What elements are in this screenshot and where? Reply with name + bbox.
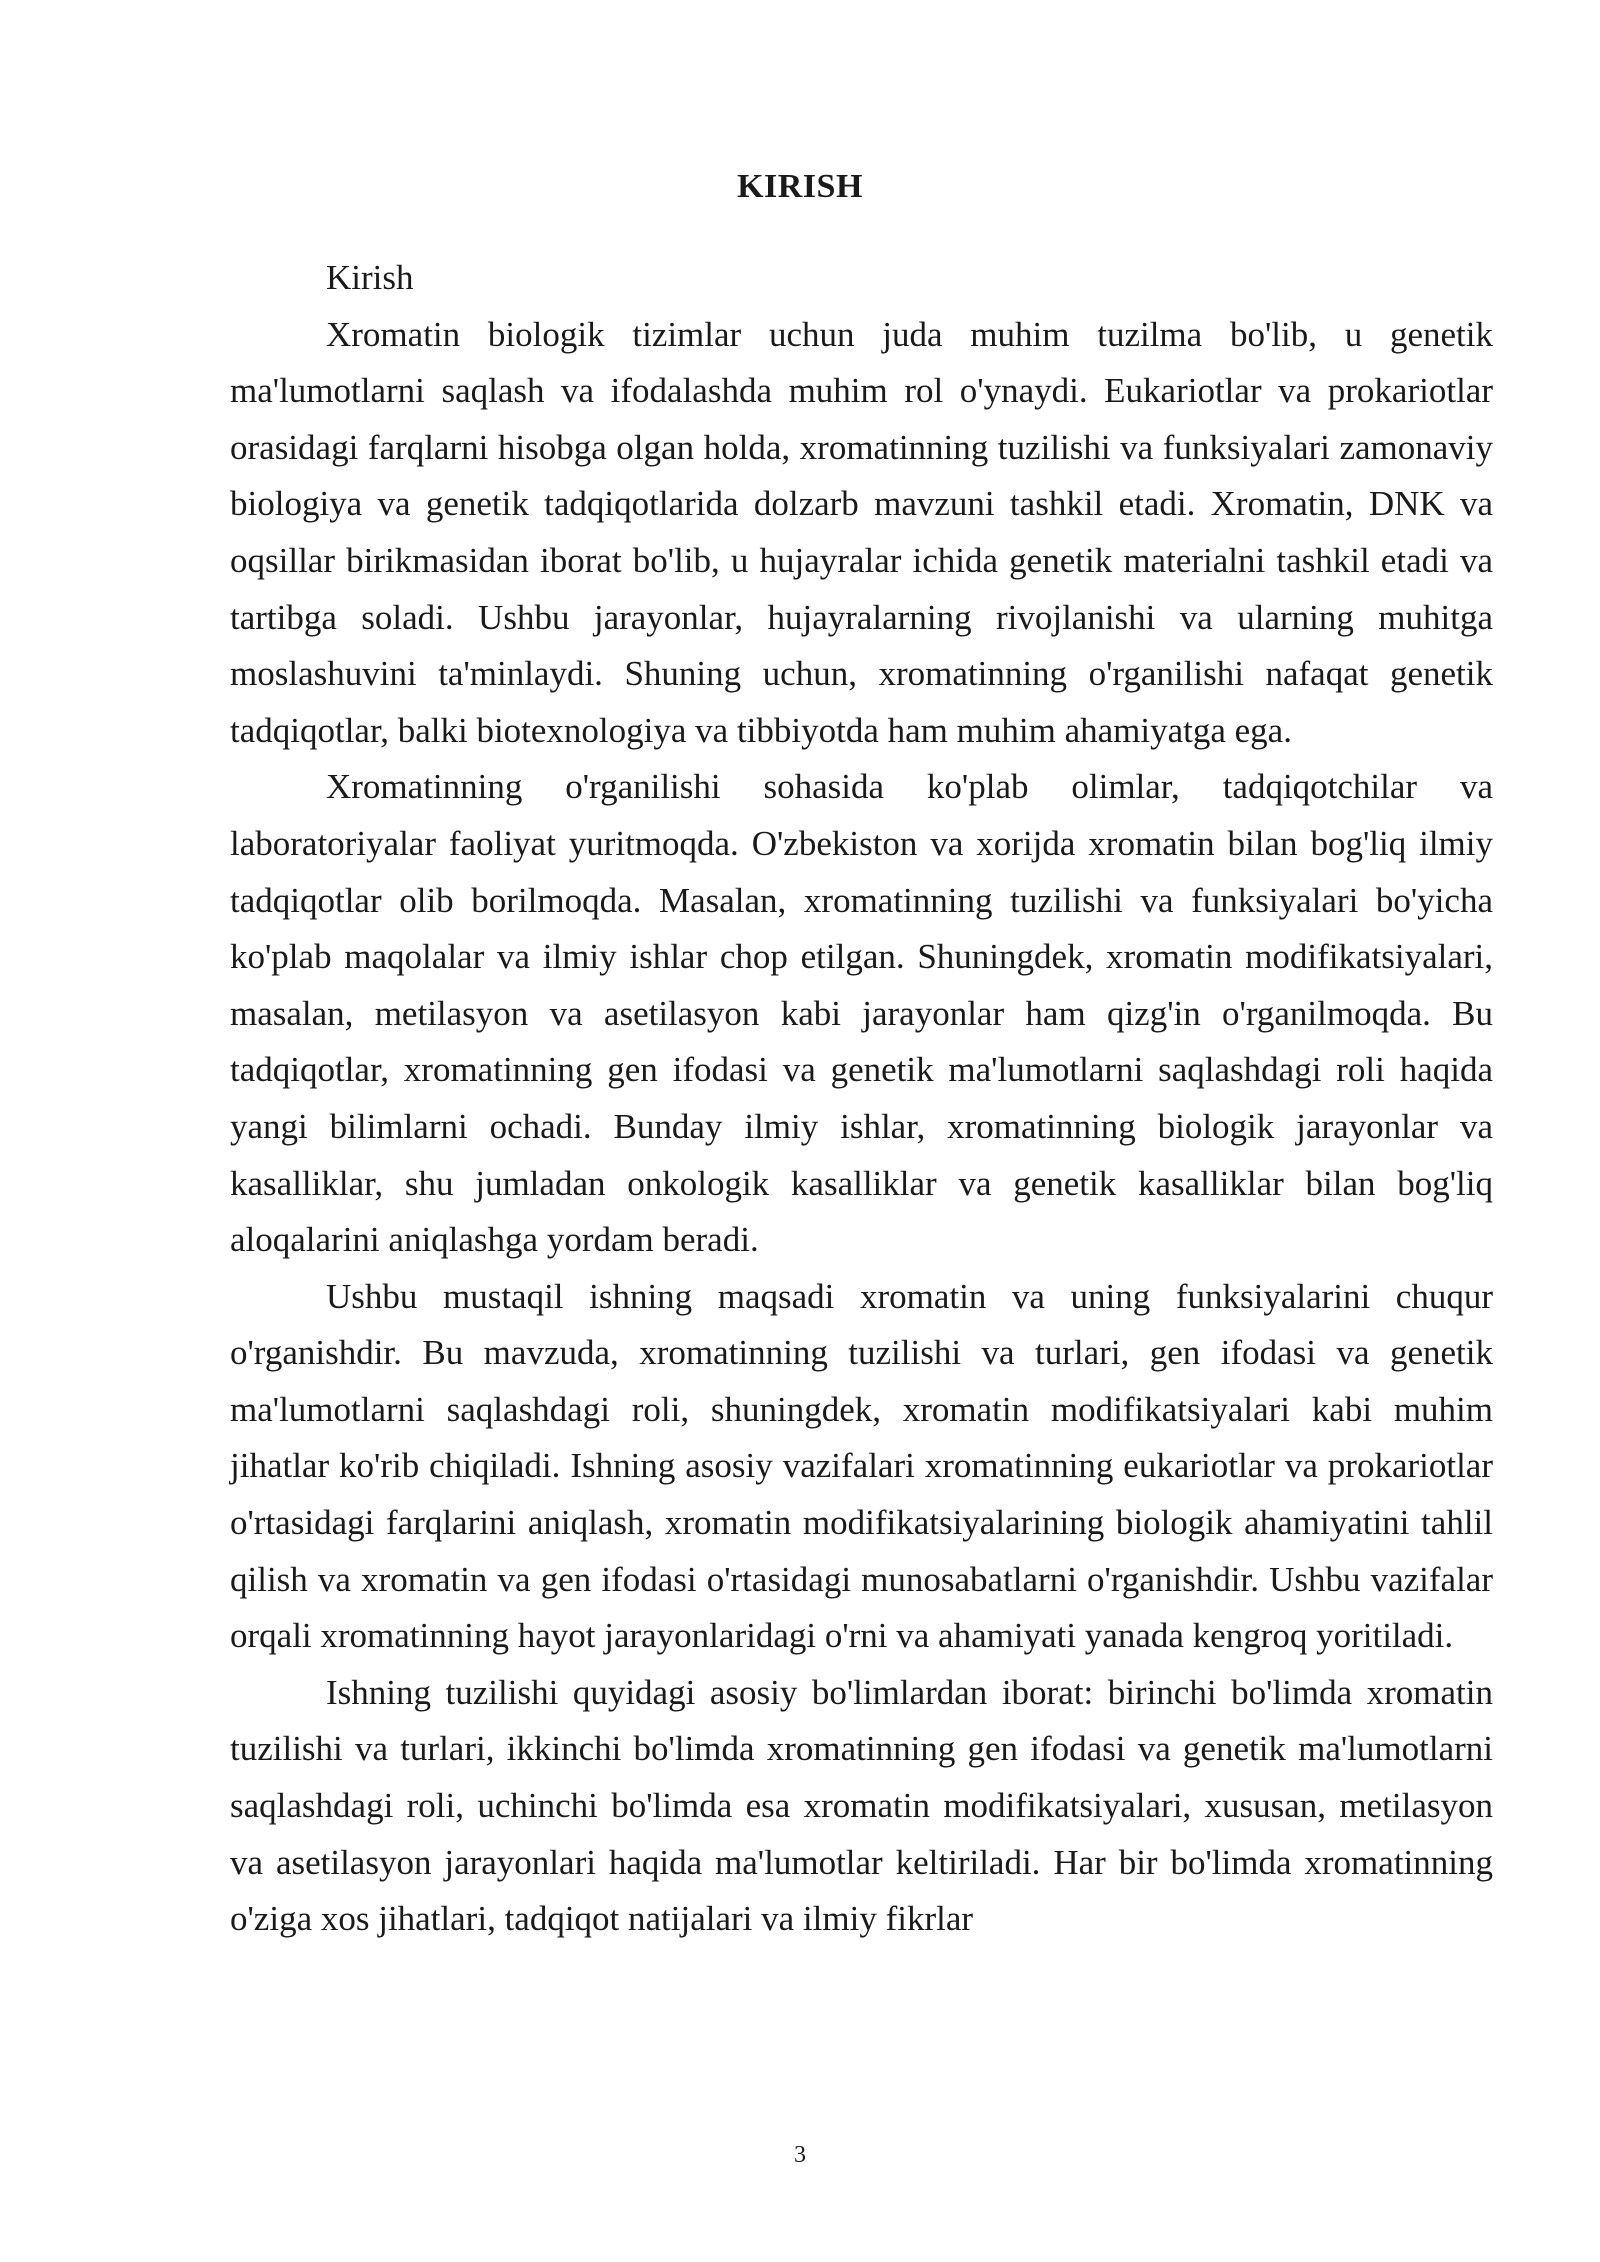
section-subheading: Kirish	[326, 258, 414, 297]
page-title: KIRISH	[737, 168, 863, 205]
paragraph-1: Xromatin biologik tizimlar uchun juda muhim tuzilma bo'lib, u genetik ma'lumotlarni saqlash va ifodalashda muhim rol o'ynaydi. Eukariotlar va prokariotlar orasidagi farqlarni hisobga olgan holda, xromatinning tuzilishi va funksiyalari zamonaviy biologiya va genetik tadqiqotlarida dolzarb mavzuni tashkil etadi. Xromatin, DNK va oqsillar birikmasidan iborat bo'lib, u hujayralar ichida genetik materialni tashkil etadi va tartibga soladi. Ushbu jarayonlar, hujayralarning rivojlanishi va ularning muhitga moslashuvini ta'minlaydi. Shuning uchun, xromatinning o'rganilishi nafaqat genetik tadqiqotlar, balki biotexnologiya va tibbiyotda ham muhim ahamiyatga ega.	[230, 314, 1493, 750]
paragraph-3: Ushbu mustaqil ishning maqsadi xromatin va uning funksiyalarini chuqur o'rganishdir. Bu mavzuda, xromatinning tuzilishi va turlari, gen ifodasi va genetik ma'lumotlarni saqlashdagi roli, shuningdek, xromatin modifikatsiyalari kabi muhim jihatlar ko'rib chiqiladi. Ishning asosiy vazifalari xromatinning eukariotlar va prokariotlar o'rtasidagi farqlarini aniqlash, xromatin modifikatsiyalarining biologik ahamiyatini tahlil qilish va xromatin va gen ifodasi o'rtasidagi munosabatlarni o'rganishdir. Ushbu vazifalar orqali xromatinning hayot jarayonlaridagi o'rni va ahamiyati yanada kengroq yoritiladi.	[230, 1276, 1493, 1656]
page-number: 3	[794, 2142, 806, 2168]
paragraph-2: Xromatinning o'rganilishi sohasida ko'plab olimlar, tadqiqotchilar va laboratoriyalar faoliyat yuritmoqda. O'zbekiston va xorijda xromatin bilan bog'liq ilmiy tadqiqotlar olib borilmoqda. Masalan, xromatinning tuzilishi va funksiyalari bo'yicha ko'plab maqolalar va ilmiy ishlar chop etilgan. Shuningdek, xromatin modifikatsiyalari, masalan, metilasyon va asetilasyon kabi jarayonlar ham qizg'in o'rganilmoqda. Bu tadqiqotlar, xromatinning gen ifodasi va genetik ma'lumotlarni saqlashdagi roli haqida yangi bilimlarni ochadi. Bunday ilmiy ishlar, xromatinning biologik jarayonlar va kasalliklar, shu jumladan onkologik kasalliklar va genetik kasalliklar bilan bog'liq aloqalarini aniqlashga yordam beradi.	[230, 767, 1493, 1260]
paragraph-4: Ishning tuzilishi quyidagi asosiy bo'limlardan iborat: birinchi bo'limda xromatin tuzilishi va turlari, ikkinchi bo'limda xromatinning gen ifodasi va genetik ma'lumotlarni saqlashdagi roli, uchinchi bo'limda esa xromatin modifikatsiyalari, xususan, metilasyon va asetilasyon jarayonlari haqida ma'lumotlar keltiriladi. Har bir bo'limda xromatinning o'ziga xos jihatlari, tadqiqot natijalari va ilmiy fikrlar	[230, 1672, 1493, 1939]
document-body	[230, 250, 1493, 1948]
